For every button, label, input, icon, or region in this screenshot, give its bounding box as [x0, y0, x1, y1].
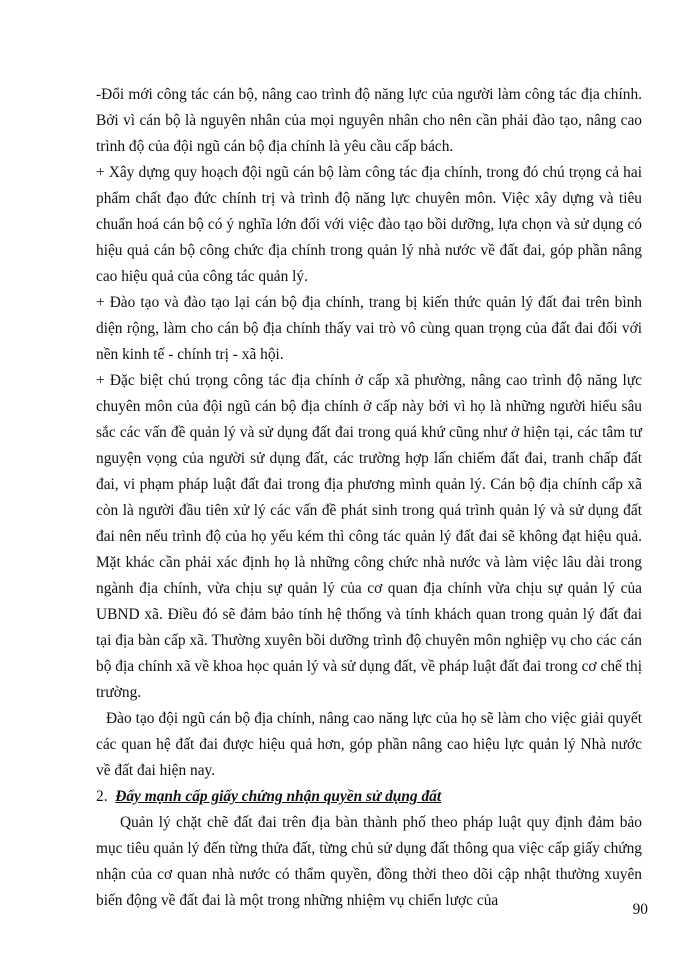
page-number: 90 [632, 901, 648, 918]
section-number: 2. [96, 788, 108, 805]
section-heading [96, 784, 642, 810]
paragraph-staff-reform: -Đổi mới công tác cán bộ, nâng cao trình độ năng lực của người làm công tác địa chính. Bởi vì cán bộ là nguyên nhân của mọi nguyên nhân cho nên cần phải đào tạo, nâng cao trình độ của đội ngũ cán bộ địa chính là yêu cầu cấp bách. [96, 86, 642, 155]
paragraph-staff-training: + Đào tạo và đào tạo lại cán bộ địa chính, trang bị kiến thức quản lý đất đai trên bình diện rộng, làm cho cán bộ địa chính thấy vai trò vô cùng quan trọng của đất đai đối với nền kinh tế - chính trị - xã hội. [96, 294, 642, 363]
paragraph-training-summary: Đào tạo đội ngũ cán bộ địa chính, nâng cao năng lực của họ sẽ làm cho việc giải quyết các quan hệ đất đai được hiệu quả hơn, góp phần nâng cao hiệu lực quản lý Nhà nước về đất đai hiện nay. [96, 710, 642, 779]
paragraph-land-certificate: Quản lý chặt chẽ đất đai trên địa bàn thành phố theo pháp luật quy định đảm bảo mục tiêu quản lý đến từng thửa đất, từng chủ sử dụng đất thông qua việc cấp giấy chứng nhận của cơ quan nhà nước có thẩm quyền, đồng thời theo dõi cập nhật thường xuyên biến động về đất đai là một trong những nhiệm vụ chiến lược của [96, 814, 642, 909]
paragraph-staff-planning: + Xây dựng quy hoạch đội ngũ cán bộ làm công tác địa chính, trong đó chú trọng cả hai phẩm chất đạo đức chính trị và trình độ năng lực chuyên môn. Việc xây dựng và tiêu chuẩn hoá cán bộ có ý nghĩa lớn đối với việc đào tạo bồi dưỡng, lựa chọn và sử dụng có hiệu quả cán bộ công chức địa chính trong quản lý nhà nước về đất đai, góp phần nâng cao hiệu quả của công tác quản lý. [96, 164, 642, 285]
section-title: Đẩy mạnh cấp giấy chứng nhận quyền sử dụng đất [115, 788, 442, 805]
paragraph-commune-level: + Đặc biệt chú trọng công tác địa chính ở cấp xã phường, nâng cao trình độ năng lực chuyên môn của đội ngũ cán bộ địa chính ở cấp này bởi vì họ là những người hiểu sâu sắc các vấn đề quản lý và sử dụng đất đai trong quá khứ cũng như ở hiện tại, các tâm tư nguyện vọng của người sử dụng đất, các trường hợp lấn chiếm đất đai, tranh chấp đất đai, vi phạm pháp luật đất đai trong địa phương mình quản lý. Cán bộ địa chính cấp xã còn là người đầu tiên xử lý các vấn đề phát sinh trong quá trình quản lý và sử dụng đất đai nên nếu trình độ của họ yếu kém thì công tác quản lý đất đai sẽ không đạt hiệu quả. Mặt khác cần phải xác định họ là những công chức nhà nước và làm việc lâu dài trong ngành địa chính, vừa chịu sự quản lý của cơ quan địa chính vừa chịu sự quản lý của UBND xã. Điều đó sẽ đảm bảo tính hệ thống và tính khách quan trong quản lý đất đai tại địa bàn cấp xã. Thường xuyên bồi dưỡng trình độ chuyên môn nghiệp vụ cho các cán bộ địa chính xã về khoa học quản lý và sử dụng đất, về pháp luật đất đai trong cơ chế thị trường. [96, 372, 642, 701]
page-body [96, 82, 642, 914]
